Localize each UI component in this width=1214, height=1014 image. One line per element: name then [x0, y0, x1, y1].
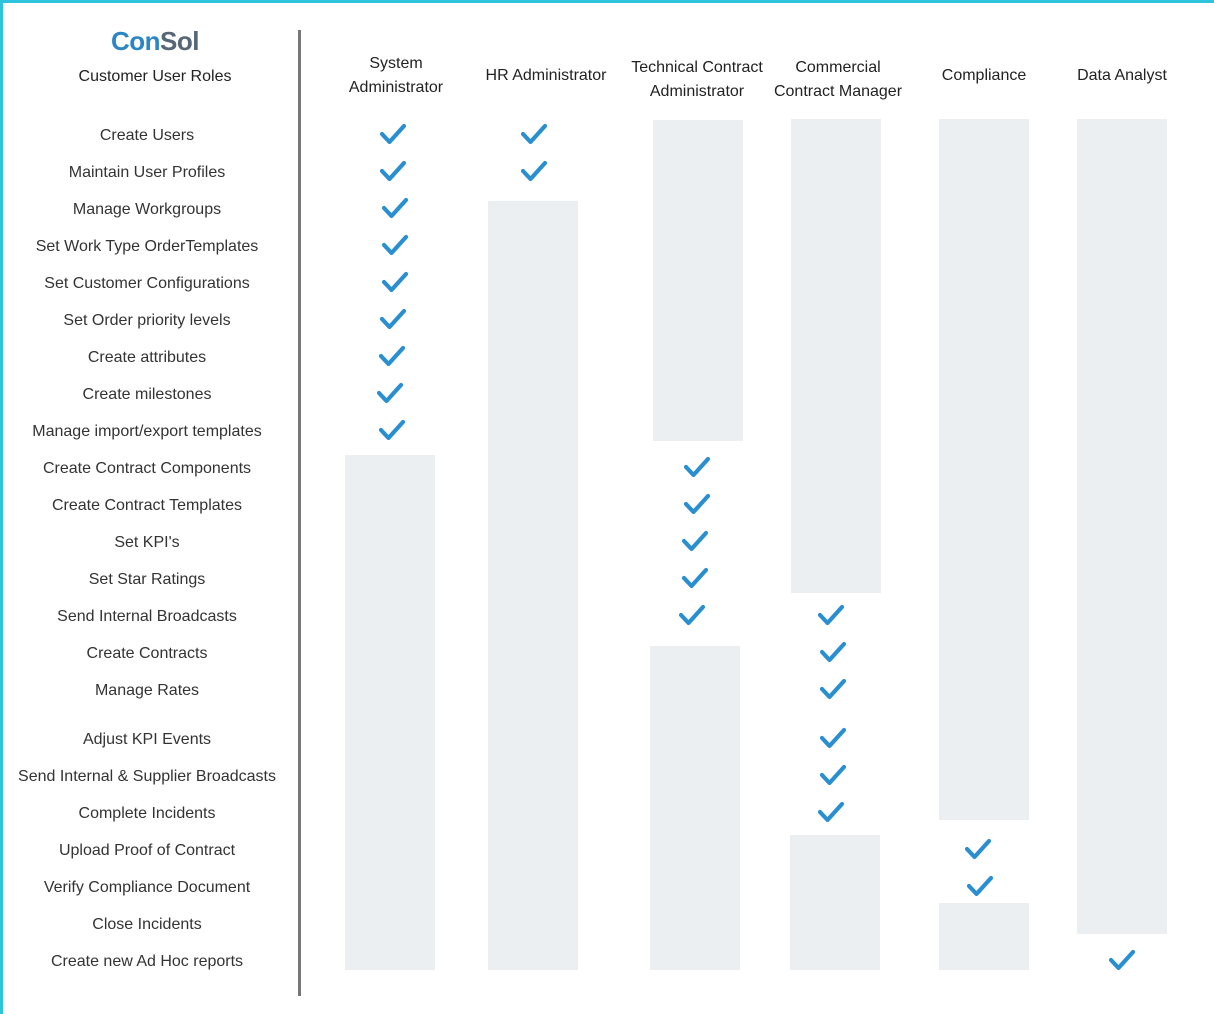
permission-label: Adjust KPI Events [82, 731, 212, 748]
role-header-6: Data Analyst [1077, 67, 1167, 84]
checkmark-icon [682, 530, 708, 552]
permission-label: Create Contract Templates [51, 497, 242, 514]
permission-label: Close Incidents [92, 916, 202, 933]
permission-label: Complete Incidents [78, 805, 216, 822]
unavailable-region [488, 201, 578, 970]
permission-label: Upload Proof of Contract [58, 842, 236, 859]
unavailable-region [790, 835, 880, 970]
unavailable-region [791, 119, 881, 593]
checkmark-icon [377, 382, 403, 404]
checkmark-icon [379, 419, 405, 441]
checkmark-icon [818, 604, 844, 626]
role-header-2: HR Administrator [485, 67, 607, 84]
checkmark-icon [380, 123, 406, 145]
role-header-5: Compliance [941, 67, 1027, 84]
checkmark-icon [684, 456, 710, 478]
permission-label: Maintain User Profiles [68, 164, 226, 181]
unavailable-region [653, 120, 743, 441]
unavailable-region [939, 119, 1029, 820]
unavailable-region [939, 903, 1029, 970]
checkmark-icon [820, 678, 846, 700]
checkmark-icon [967, 875, 993, 897]
column-divider [298, 30, 301, 996]
checkmark-icon [521, 123, 547, 145]
checkmark-icon [965, 838, 991, 860]
permission-label: Manage import/export templates [32, 423, 262, 440]
checkmark-icon [380, 160, 406, 182]
checkmark-icon [521, 160, 547, 182]
permission-label: Manage Rates [94, 682, 200, 699]
permission-label: Create new Ad Hoc reports [50, 953, 244, 970]
permission-label: Create Contract Components [42, 460, 252, 477]
unavailable-region [345, 455, 435, 970]
permission-label: Set Order priority levels [63, 312, 231, 329]
permission-label: Set Star Ratings [88, 571, 206, 588]
consol-logo: ConSol [111, 26, 199, 56]
role-header-3: Technical Contract Administrator [631, 59, 763, 100]
unavailable-region [1077, 119, 1167, 934]
checkmark-icon [820, 641, 846, 663]
permission-label: Send Internal Broadcasts [57, 608, 237, 625]
checkmark-icon [679, 604, 705, 626]
checkmark-icon [1109, 949, 1135, 971]
checkmark-icon [380, 308, 406, 330]
checkmark-icon [382, 197, 408, 219]
role-header-1: System Administrator [348, 55, 444, 96]
checkmark-icon [820, 764, 846, 786]
checkmark-icon [379, 345, 405, 367]
page-title: Customer User Roles [78, 68, 232, 85]
permission-label: Create attributes [87, 349, 207, 366]
checkmark-icon [820, 727, 846, 749]
permission-label: Set Work Type OrderTemplates [35, 238, 259, 255]
unavailable-region [650, 646, 740, 970]
checkmark-icon [682, 567, 708, 589]
checkmark-icon [684, 493, 710, 515]
permission-label: Create Users [99, 127, 195, 144]
permission-label: Manage Workgroups [72, 201, 222, 218]
checkmark-icon [818, 801, 844, 823]
permission-label: Set KPI's [114, 534, 180, 551]
role-header-4: Commercial Contract Manager [773, 59, 903, 100]
permission-label: Create milestones [82, 386, 212, 403]
permission-label: Create Contracts [86, 645, 208, 662]
checkmark-icon [382, 234, 408, 256]
permission-label: Set Customer Configurations [44, 275, 250, 292]
permission-label: Send Internal & Supplier Broadcasts [18, 768, 276, 785]
permission-label: Verify Compliance Document [43, 879, 251, 896]
checkmark-icon [382, 271, 408, 293]
